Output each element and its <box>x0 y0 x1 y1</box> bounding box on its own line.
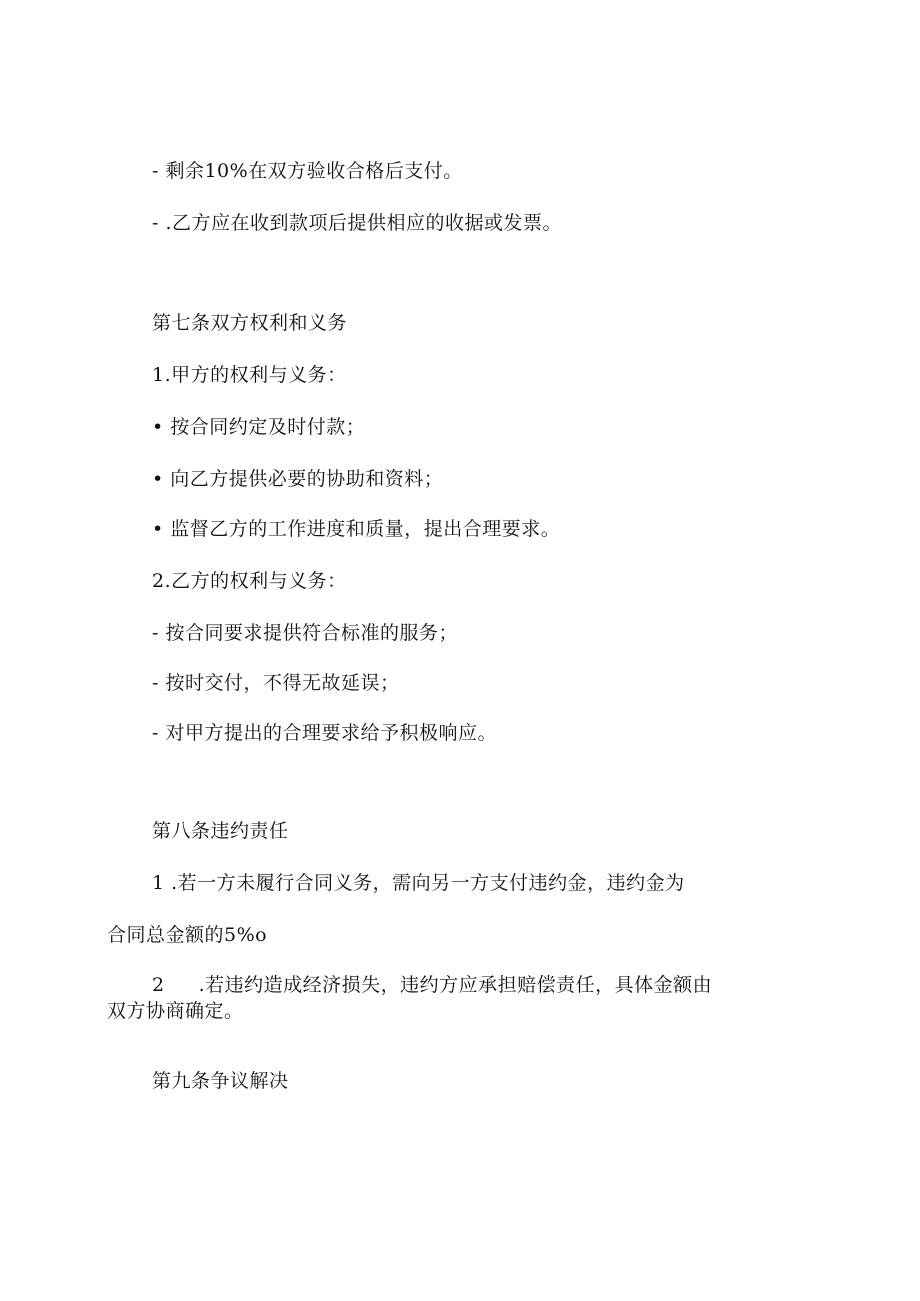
party-a-item: • 向乙方提供必要的协助和资料； <box>152 468 444 490</box>
article8-clause1-line2: 合同总金额的5%o <box>107 924 268 946</box>
payment-remaining-line: - 剩余10%在双方验收合格后支付。 <box>152 160 463 182</box>
article9-heading: 第九条争议解决 <box>152 1070 289 1092</box>
party-a-title: 1.甲方的权利与义务： <box>152 364 347 386</box>
article8-clause2-line1 <box>152 974 712 996</box>
party-a-item: • 按合同约定及时付款； <box>152 416 366 438</box>
article7-heading: 第七条双方权利和义务 <box>152 312 348 334</box>
party-b-title: 2.乙方的权利与义务： <box>152 570 347 592</box>
clause2-number: 2 <box>152 974 165 996</box>
article8-clause1-line1: 1 .若一方未履行合同义务，需向另一方支付违约金，违约金为 <box>152 872 685 894</box>
party-b-item: - 对甲方提出的合理要求给予积极响应。 <box>152 722 497 744</box>
article8-clause2-line2: 双方协商确定。 <box>107 1000 244 1022</box>
article8-heading: 第八条违约责任 <box>152 820 289 842</box>
clause2-text: .若违约造成经济损失，违约方应承担赔偿责任，具体金额由 <box>198 974 713 996</box>
payment-receipt-line: - .乙方应在收到款项后提供相应的收据或发票。 <box>152 212 563 234</box>
party-a-item: • 监督乙方的工作进度和质量，提出合理要求。 <box>152 518 561 540</box>
party-b-item: - 按合同要求提供符合标准的服务； <box>152 622 458 644</box>
party-b-item: - 按时交付，不得无故延误； <box>152 672 400 694</box>
